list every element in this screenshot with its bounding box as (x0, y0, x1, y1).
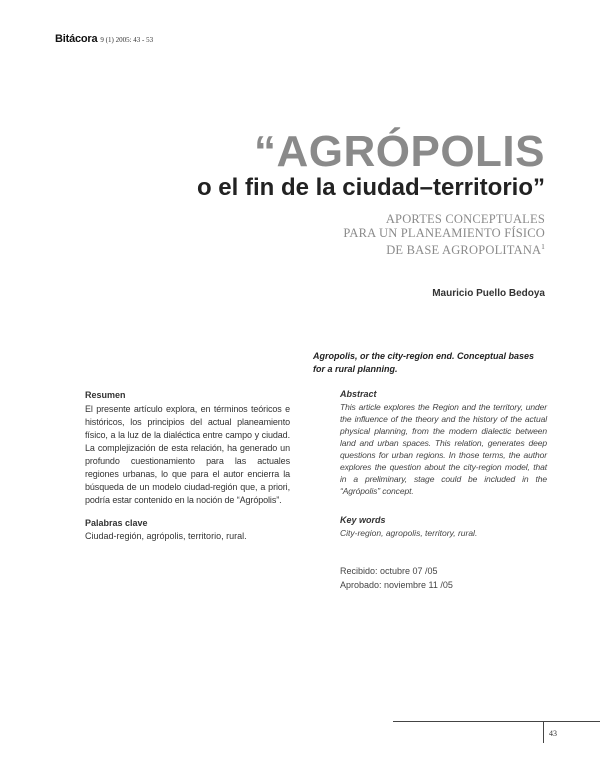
keywords-body: City-region, agropolis, territory, rural. (340, 528, 478, 538)
journal-citation: 9 (1) 2005: 43 - 53 (100, 36, 154, 44)
subtitle-line: PARA UN PLANEAMIENTO FÍSICO (343, 226, 545, 240)
abstract-heading: Abstract (340, 389, 377, 399)
page-number: 43 (549, 729, 557, 738)
journal-logo: Bitácora (55, 33, 98, 45)
palabras-clave-heading: Palabras clave (85, 518, 148, 528)
footnote-mark: 1 (541, 243, 545, 251)
subtitle-line: APORTES CONCEPTUALES (385, 212, 545, 226)
subtitle (343, 212, 545, 257)
footer-divider (543, 721, 544, 743)
title-secondary: o el fin de la ciudad–territorio” (196, 174, 545, 201)
approved-date: Aprobado: noviembre 11 /05 (340, 580, 453, 590)
english-title: Agropolis, or the city-region end. Conceptual bases for a rural planning. (313, 351, 535, 374)
running-header (55, 33, 153, 45)
palabras-clave-body: Ciudad-región, agrópolis, territorio, rural. (85, 531, 247, 541)
resumen-body: El presente artículo explora, en términos teóricos e históricos, los principios del actual planeamiento físico, a la luz de la dialéctica entre campo y ciudad. La complejización de esta relación, ha generado un profundo cuestionamiento para las actuales regiones urbanas, lo que para el autor encierra la búsqueda de un modelo ciudad-región que, a priori, podría estar contenido en la noción de “Agrópolis”. (85, 404, 290, 505)
received-date: Recibido: octubre 07 /05 (340, 566, 438, 576)
footer-rule (393, 721, 600, 722)
resumen-heading: Resumen (85, 390, 126, 400)
author-name: Mauricio Puello Bedoya (432, 288, 545, 299)
submission-dates (340, 564, 574, 592)
abstract-body: This article explores the Region and the territory, under the influence of the theory and the history of the actual physical planning, from the modern dialectic between land and urban spaces. This relation, generates deep questions for urban regions. In those terms, the author explores the question about the city-region model, that in a preliminary, stage could be included in the “Agrópolis” concept. (340, 402, 547, 496)
keywords-heading: Key words (340, 515, 386, 525)
subtitle-line: DE BASE AGROPOLITANA$^1$ (386, 243, 545, 258)
title-main: “AGRÓPOLIS (253, 127, 545, 176)
